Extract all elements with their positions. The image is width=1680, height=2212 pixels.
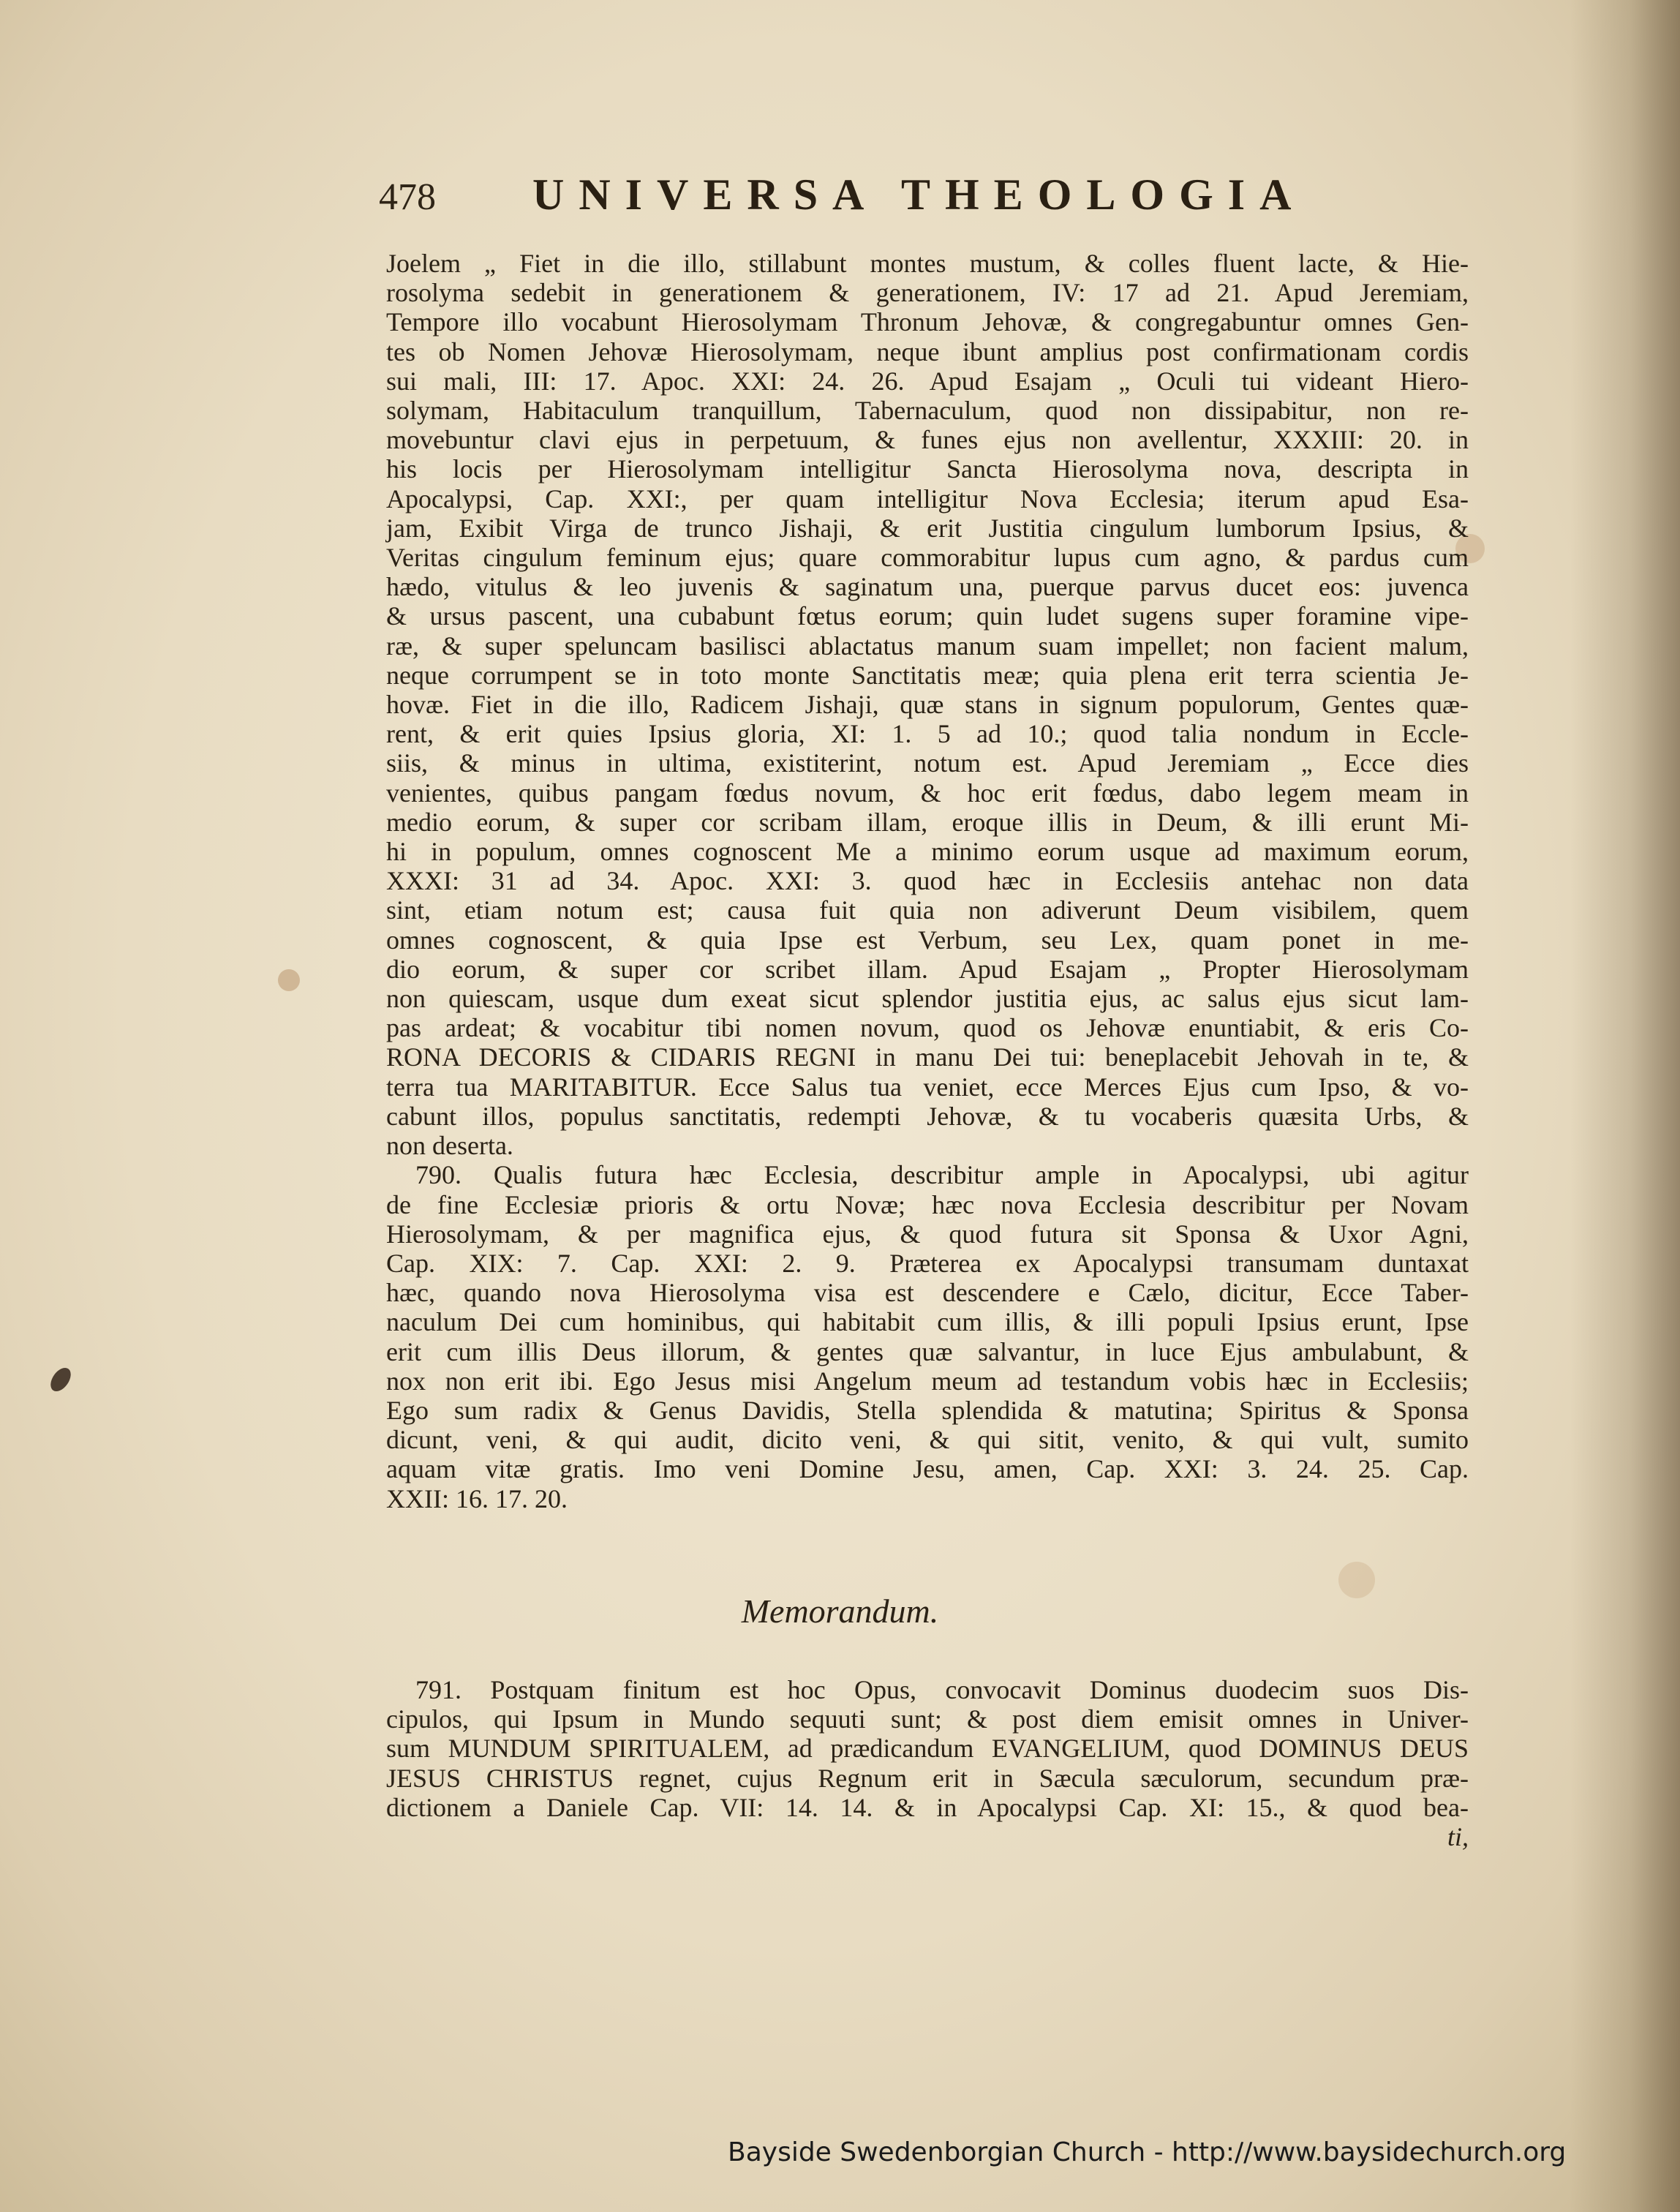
- text-line: siis, & minus in ultima, existiterint, notum est. Apud Jeremiam „ Ecce dies: [386, 748, 1469, 778]
- text-line: medio eorum, & super cor scribam illam, eroque illis in Deum, & illi erunt Mi-: [386, 807, 1469, 837]
- text-line: sint, etiam notum est; causa fuit quia non adiverunt Deum visibilem, quem: [386, 895, 1469, 925]
- binding-shadow: [1570, 0, 1680, 2212]
- text-line: dictionem a Daniele Cap. VII: 14. 14. & in Apocalypsi Cap. XI: 15., & quod bea-: [386, 1792, 1469, 1822]
- text-line: cipulos, qui Ipsum in Mundo sequuti sunt; & post diem emisit omnes in Univer-: [386, 1704, 1469, 1734]
- text-line: naculum Dei cum hominibus, qui habitabit cum illis, & illi populi Ipsius erunt, Ipse: [386, 1307, 1469, 1337]
- text-line: hæc, quando nova Hierosolyma visa est descendere e Cælo, dicitur, Ecce Taber-: [386, 1278, 1469, 1308]
- text-line: XXXI: 31 ad 34. Apoc. XXI: 3. quod hæc in Ecclesiis antehac non data: [386, 866, 1469, 896]
- running-title: UNIVERSA THEOLOGIA: [532, 170, 1306, 219]
- text-line: rosolyma sedebit in generationem & generationem, IV: 17 ad 21. Apud Jeremiam,: [386, 278, 1469, 308]
- text-line: tes ob Nomen Jehovæ Hierosolymam, neque ibunt amplius post confirmationam cordis: [386, 336, 1469, 366]
- text-line: omnes cognoscent, & quia Ipse est Verbum, seu Lex, quam ponet in me-: [386, 925, 1469, 955]
- text-line: Hierosolymam, & per magnifica ejus, & quod futura sit Sponsa & Uxor Agni,: [386, 1219, 1469, 1249]
- text-line: ræ, & super speluncam basilisci ablactatus manum suam impellet; non facient malum,: [386, 631, 1469, 661]
- text-line: non deserta.: [386, 1131, 513, 1161]
- ink-blot: [47, 1364, 75, 1395]
- text-line: hædo, vitulus & leo juvenis & saginatum una, puerque parvus ducet eos: juvenca: [386, 572, 1469, 602]
- text-line: Ego sum radix & Genus Davidis, Stella splendida & matutina; Spiritus & Sponsa: [386, 1395, 1469, 1425]
- catchword: ti,: [1447, 1822, 1469, 1852]
- text-line: XXII: 16. 17. 20.: [386, 1483, 568, 1513]
- text-line: sum MUNDUM SPIRITUALEM, ad prædicandum EVANGELIUM, quod DOMINUS DEUS: [386, 1734, 1469, 1764]
- text-line: 791. Postquam finitum est hoc Opus, convocavit Dominus duodecim suos Dis-: [415, 1675, 1469, 1704]
- text-line: nox non erit ibi. Ego Jesus misi Angelum meum ad testandum vobis hæc in Ecclesiis;: [386, 1366, 1469, 1396]
- text-line: terra tua MARITABITUR. Ecce Salus tua veniet, ecce Merces Ejus cum Ipso, & vo-: [386, 1072, 1469, 1102]
- main-text: [386, 249, 1469, 1513]
- section-heading: Memorandum.: [741, 1592, 939, 1630]
- page-number: 478: [379, 176, 436, 218]
- text-line: sui mali, III: 17. Apoc. XXI: 24. 26. Apud Esajam „ Oculi tui videant Hiero-: [386, 366, 1469, 396]
- text-line: Cap. XIX: 7. Cap. XXI: 2. 9. Præterea ex Apocalypsi transumam duntaxat: [386, 1248, 1469, 1278]
- text-line: de fine Ecclesiæ prioris & ortu Novæ; hæc nova Ecclesia describitur per Novam: [386, 1189, 1469, 1219]
- text-line: RONA DECORIS & CIDARIS REGNI in manu Dei tui: beneplacebit Jehovah in te, &: [386, 1042, 1469, 1072]
- text-line: JESUS CHRISTUS regnet, cujus Regnum erit in Sæcula sæculorum, secundum præ-: [386, 1763, 1469, 1793]
- text-line: rent, & erit quies Ipsius gloria, XI: 1. 5 ad 10.; quod talia nondum in Eccle-: [386, 719, 1469, 749]
- text-line: his locis per Hierosolymam intelligitur Sancta Hierosolyma nova, descripta in: [386, 454, 1469, 484]
- text-line: hovæ. Fiet in die illo, Radicem Jishaji, quæ stans in signum populorum, Gentes quæ-: [386, 690, 1469, 720]
- text-line: 790. Qualis futura hæc Ecclesia, describitur ample in Apocalypsi, ubi agitur: [415, 1160, 1469, 1190]
- text-line: neque corrumpent se in toto monte Sanctitatis meæ; quia plena erit terra scientia Je-: [386, 660, 1469, 690]
- text-line: Tempore illo vocabunt Hierosolymam Thronum Jehovæ, & congregabuntur omnes Gen-: [386, 307, 1469, 337]
- text-line: dicunt, veni, & qui audit, dicito veni, & qui sitit, venito, & qui vult, sumito: [386, 1425, 1469, 1455]
- text-line: aquam vitæ gratis. Imo veni Domine Jesu, amen, Cap. XXI: 3. 24. 25. Cap.: [386, 1454, 1469, 1484]
- page-header: [379, 170, 1374, 228]
- text-line: venientes, quibus pangam fœdus novum, & hoc erit fœdus, dabo legem meam in: [386, 778, 1469, 808]
- text-line: Veritas cingulum feminum ejus; quare commorabitur lupus cum agno, & pardus cum: [386, 543, 1469, 573]
- closing-text: [386, 1675, 1469, 1851]
- credit-watermark: Bayside Swedenborgian Church - http://www.baysidechurch.org: [728, 2137, 1567, 2167]
- text-line: dio eorum, & super cor scribet illam. Apud Esajam „ Propter Hierosolymam: [386, 954, 1469, 984]
- text-line: hi in populum, omnes cognoscent Me a minimo eorum usque ad maximum eorum,: [386, 837, 1469, 867]
- text-line: non quiescam, usque dum exeat sicut splendor justitia ejus, ac salus ejus sicut lam-: [386, 984, 1469, 1014]
- text-line: pas ardeat; & vocabitur tibi nomen novum, quod os Jehovæ enuntiabit, & eris Co-: [386, 1013, 1469, 1043]
- text-line: & ursus pascent, una cubabunt fœtus eorum; quin ludet sugens super foramine vipe-: [386, 601, 1469, 631]
- text-line: erit cum illis Deus illorum, & gentes quæ salvantur, in luce Ejus ambulabunt, &: [386, 1336, 1469, 1366]
- foxing-stain: [278, 969, 300, 991]
- text-line: cabunt illos, populus sanctitatis, redempti Jehovæ, & tu vocaberis quæsita Urbs, &: [386, 1101, 1469, 1131]
- text-line: jam, Exibit Virga de trunco Jishaji, & erit Justitia cingulum lumborum Ipsius, &: [386, 513, 1469, 543]
- text-line: solymam, Habitaculum tranquillum, Tabernaculum, quod non dissipabitur, non re-: [386, 396, 1469, 426]
- text-line: Apocalypsi, Cap. XXI:, per quam intelligitur Nova Ecclesia; iterum apud Esa-: [386, 484, 1469, 514]
- text-line: Joelem „ Fiet in die illo, stillabunt montes mustum, & colles fluent lacte, & Hie-: [386, 249, 1469, 278]
- text-line: movebuntur clavi ejus in perpetuum, & funes ejus non avellentur, XXXIII: 20. in: [386, 425, 1469, 455]
